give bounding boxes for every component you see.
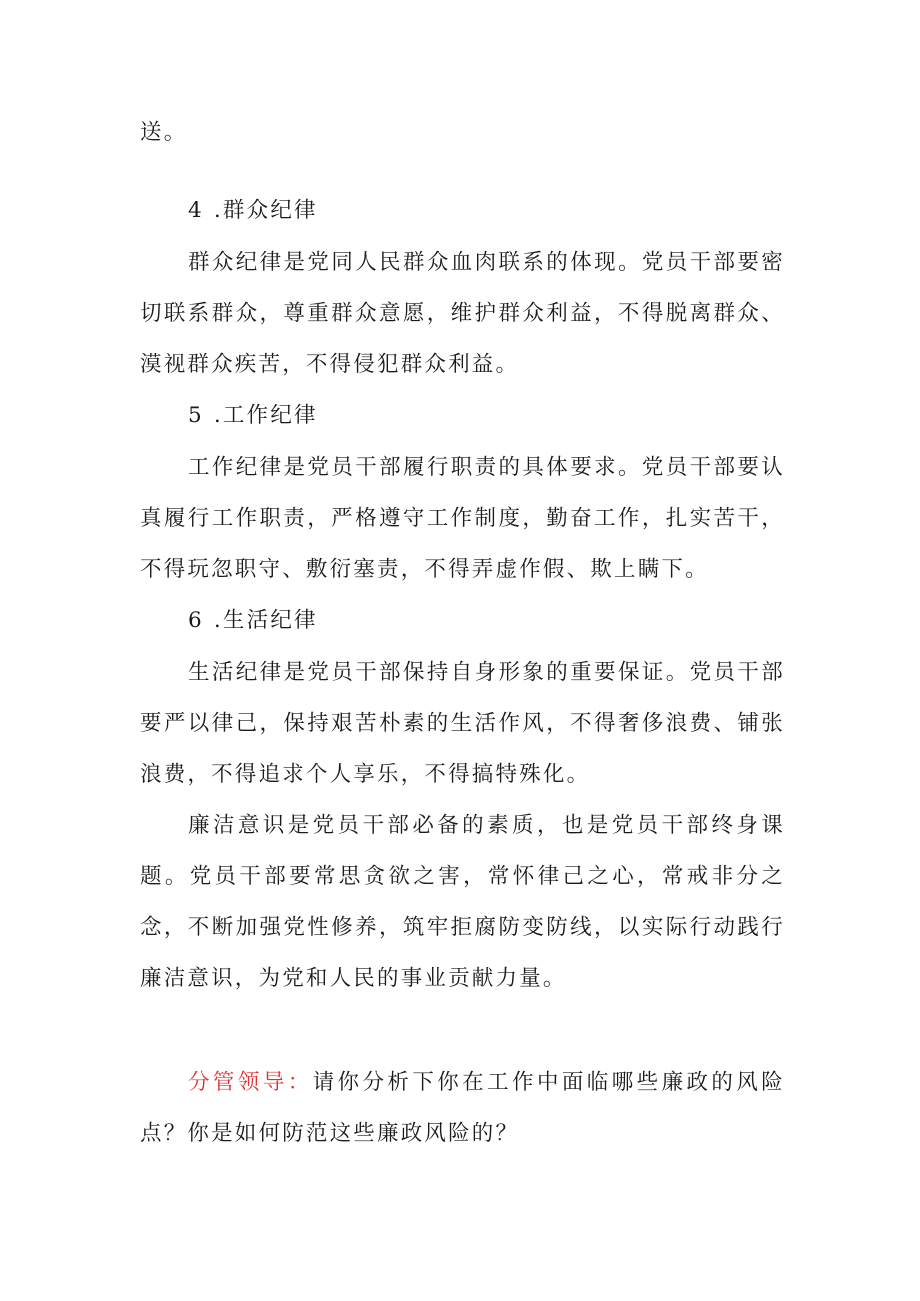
section-body-4: 群众纪律是党同人民群众血肉联系的体现。党员干部要密切联系群众，尊重群众意愿，维护群众利益，不得脱离群众、漠视群众疾苦，不得侵犯群众利益。 (140, 250, 785, 377)
section-number: 6 (188, 608, 204, 633)
section-title: .生活纪律 (213, 608, 318, 633)
conclusion-paragraph: 廉洁意识是党员干部必备的素质，也是党员干部终身课题。党员干部要常思贪欲之害，常怀律己之心，常戒非分之念，不断加强党性修养，筑牢拒腐防变防线，以实际行动践行廉洁意识，为党和人民的事业贡献力量。 (140, 813, 785, 991)
question-speaker: 分管领导： (188, 1070, 313, 1095)
section-body-5: 工作纪律是党员干部履行职责的具体要求。党员干部要认真履行工作职责，严格遵守工作制度，勤奋工作，扎实苦干，不得玩忽职守、敷衍塞责，不得弄虚作假、欺上瞒下。 (140, 455, 785, 582)
section-body-6: 生活纪律是党员干部保持自身形象的重要保证。党员干部要严以律己，保持艰苦朴素的生活作风，不得奢侈浪费、铺张浪费，不得追求个人享乐，不得搞特殊化。 (140, 660, 785, 787)
section-heading-6 (188, 595, 318, 646)
section-number: 4 (188, 198, 204, 223)
question-text: 请你分析下你在工作中面临哪些廉政的风险点？你是如何防范这些廉政风险的？ (140, 1070, 785, 1146)
section-heading-5 (188, 390, 318, 441)
continuation-text: 送。 (140, 120, 188, 145)
section-heading-4 (188, 185, 318, 236)
question-paragraph (140, 1057, 785, 1159)
section-number: 5 (188, 403, 204, 428)
section-title: .群众纪律 (213, 198, 318, 223)
section-title: .工作纪律 (213, 403, 318, 428)
